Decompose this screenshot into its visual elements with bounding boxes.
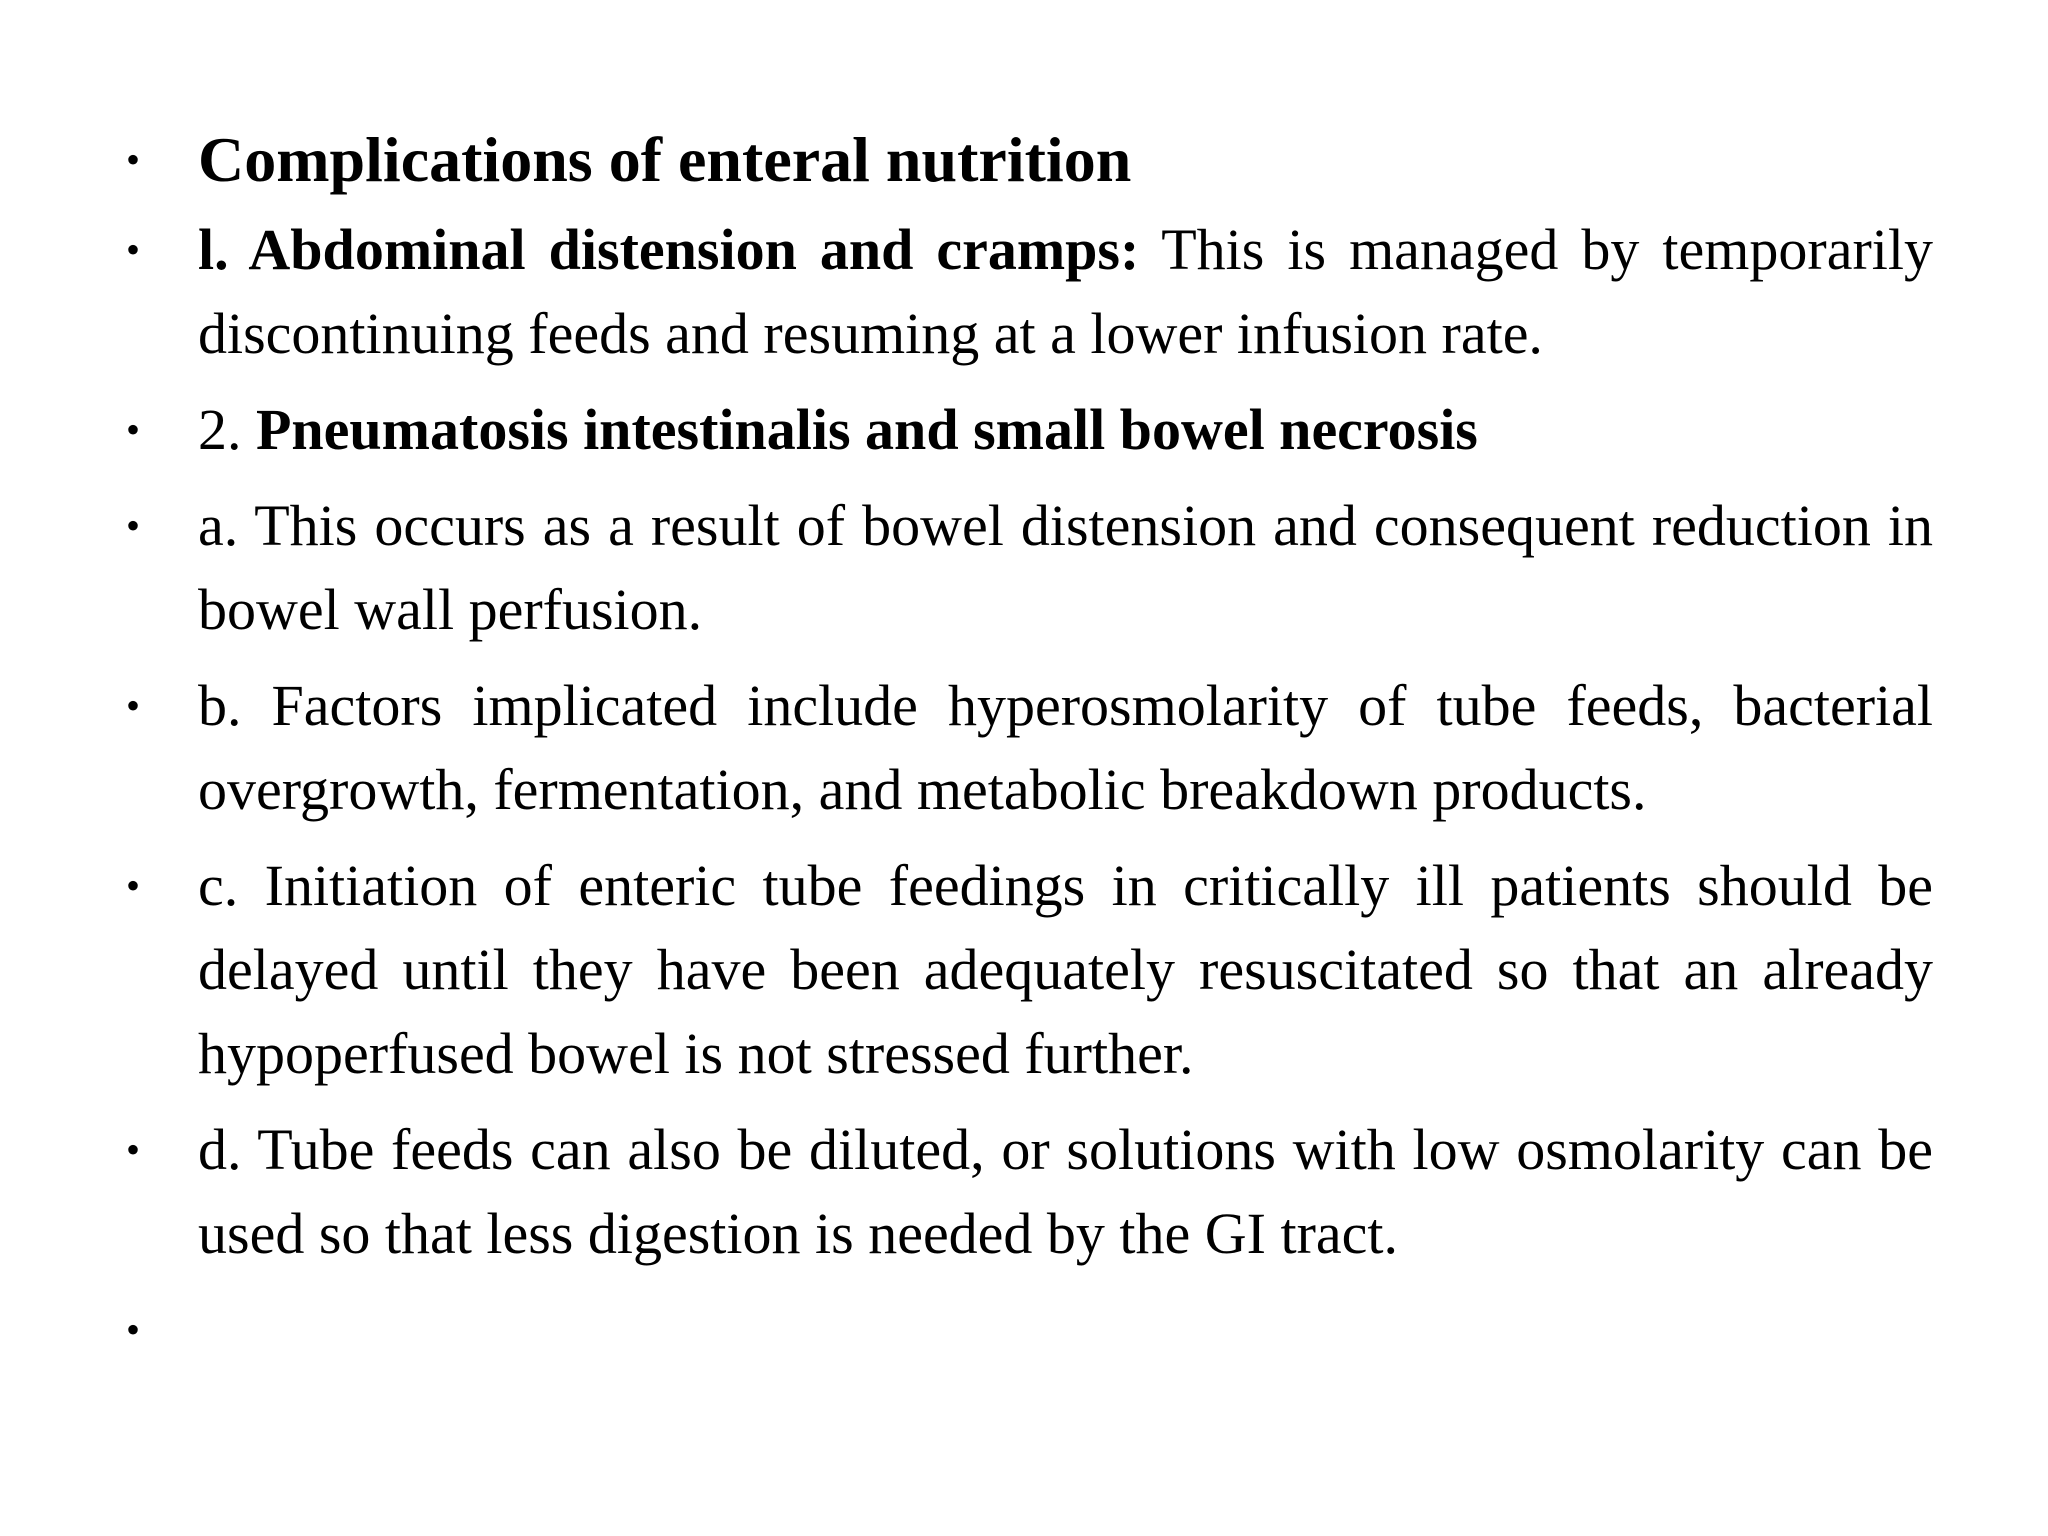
bullet-item-a [118, 484, 1933, 652]
bullet-text: d. Tube feeds can also be diluted, or solutions with low osmolarity can be used so that less digestion is needed by the GI tract. [198, 1117, 1933, 1266]
bullet-dot-icon: • [126, 137, 141, 182]
bullet-item-empty [118, 1288, 1933, 1372]
bullet-bold-lead: l. Abdominal distension and cramps: [198, 217, 1140, 282]
bullet-bold-lead: Pneumatosis intestinalis and small bowel necrosis [256, 397, 1478, 462]
bullet-dot-icon: • [126, 863, 141, 908]
bullet-item-b [118, 664, 1933, 832]
bullet-prefix: 2. [198, 397, 256, 462]
bullet-dot-icon: • [126, 1127, 141, 1172]
bullet-dot-icon: • [126, 407, 141, 452]
bullet-item-c [118, 844, 1933, 1096]
bullet-dot-icon: • [126, 683, 141, 728]
bullet-dot-icon: • [126, 1307, 141, 1352]
bullet-item-pneumatosis [118, 388, 1933, 472]
bullet-text: c. Initiation of enteric tube feedings in critically ill patients should be delayed until they have been adequately resuscitated so that an already hypoperfused bowel is not stressed further. [198, 853, 1933, 1086]
bullet-list [118, 118, 1933, 1384]
bullet-item-heading [118, 118, 1933, 202]
bullet-dot-icon: • [126, 503, 141, 548]
bullet-text: b. Factors implicated include hyperosmolarity of tube feeds, bacterial overgrowth, fermentation, and metabolic breakdown products. [198, 673, 1933, 822]
bullet-text: a. This occurs as a result of bowel distension and consequent reduction in bowel wall perfusion. [198, 493, 1933, 642]
heading-text: Complications of enteral nutrition [198, 124, 1132, 195]
bullet-text: This is managed by temporarily discontinuing feeds and resuming at a lower infusion rate. [198, 217, 1933, 366]
bullet-item-abdominal-distension [118, 208, 1933, 376]
bullet-item-d [118, 1108, 1933, 1276]
bullet-dot-icon: • [126, 227, 141, 272]
